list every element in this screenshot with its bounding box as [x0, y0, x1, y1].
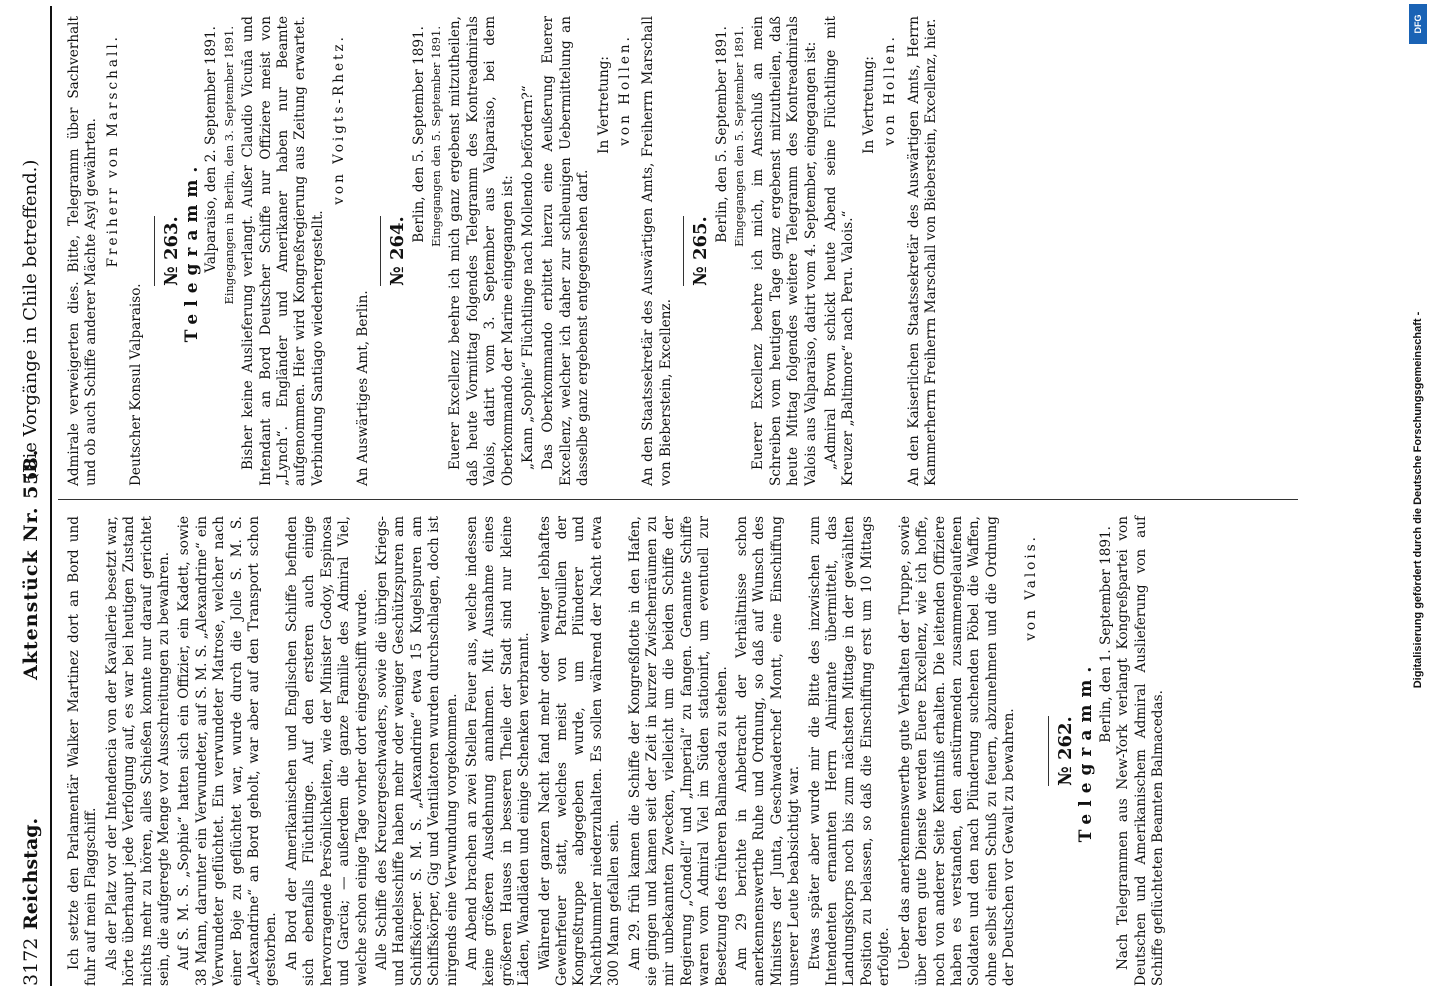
funding-notice: Digitalisierung gefördert durch die Deutsche Forschungsgemeinschaft -: [1412, 311, 1424, 689]
addressee: An den Staatssekretär des Auswärtigen Amts, Freiherrn Marschall von Bieberstein, Excellenz.: [640, 16, 674, 486]
quoted-telegram: „Kann „Sophie“ Flüchtlinge nach Mollendo befördern?“: [519, 85, 536, 470]
page-header: [0, 0, 62, 1000]
paragraph: Euerer Excellenz beehre ich mich, im Anschluß an mein Schreiben vom heutigen Tage ganz ergebenst mitzutheilen, daß heute Mittag folgendes weitere Telegramm des Kontreadmirals Valois aus Valparaiso, datirt vom 4. September, eingegangen ist:: [750, 16, 819, 486]
quoted-telegram: „Admiral Brown schickt heute Abend seine Flüchtlinge mit Kreuzer „Baltimore“ nach Peru. Valois.“: [823, 16, 857, 486]
separator: [380, 216, 381, 286]
for-label: In Vertretung:: [595, 56, 612, 154]
left-column: [66, 516, 1170, 986]
place-date-263: Valparaiso, den 2. September 1891.: [203, 26, 220, 273]
paragraph: Admirale verweigerten dies. Bitte, Telegramm über Sachverhalt und ob auch Schiffe anderer Mächte Asyl gewährten.: [66, 16, 100, 486]
paragraph: Als der Platz vor der Intendencia von der Kavallerie besetzt war, hörte überhaupt jede Verfolgung auf, es war bei heutigen Zustand nichts mehr zu hören, alles Schießen konnte nur darauf gerichtet sein, die aufgeregte Menge vor Ausschreitungen zu bewahren.: [103, 516, 173, 986]
addressee: An den Kaiserlichen Staatssekretär des Auswärtigen Amts, Herrn Kammerherrn Freiherrn Marschall von Bieberstein, Excellenz, hier.: [905, 16, 940, 486]
received-264: Eingegangen den 5. September 1891.: [428, 26, 443, 247]
place-date-264: Berlin, den 5. September 1891.: [410, 26, 427, 243]
right-column: [66, 16, 943, 486]
signature-marschall: Freiherr von Marschall.: [104, 34, 121, 268]
session-title: Reichstag.: [20, 817, 42, 930]
place-date-265: Berlin, den 5. September 1891.: [713, 26, 730, 243]
paragraph: Das Oberkommando erbittet hierzu eine Aeußerung Euerer Excellenz, welcher ich daher zur schleunigen Uebermittelung an dasselbe ganz ergebenst entgegensehen darf.: [540, 16, 592, 486]
separator: [683, 216, 684, 286]
addressee: An Auswärtiges Amt, Berlin.: [354, 290, 371, 486]
dfg-logo-text: DFG: [1413, 14, 1423, 34]
paragraph: Am 29. früh kamen die Schiffe der Kongreßflotte in den Hafen, sie gingen und kamen seit der Zeit in kurzer Zwischenräumen zu mir unbekannten Zwecken, vielleicht um die beiden Schiffe der Regierung „Condell“ und „Imperial“ zu fangen. Genannte Schiffe waren vom Admiral Viel im Süden stationirt, um eventuell zur Besetzung des früheren Balmaceda zu stehen.: [626, 516, 730, 986]
page-number: 3172: [20, 937, 42, 986]
paragraph: Während der ganzen Nacht fand mehr oder weniger lebhaftes Gewehrfeuer statt, welches meist von Patrouillen der Kongreßtruppe abgegeben wurde, um Plünderer und Nachtbummler niederzuhalten. Es sollen während der Nacht etwa 300 Mann gefallen sein.: [536, 516, 623, 986]
doc-number-262: № 262.: [1054, 716, 1076, 786]
telegram-heading-263: Telegramm.: [182, 159, 203, 343]
paragraph: Nach Telegrammen aus New-York verlangt Kongreßpartei von Deutschen und Amerikanischem Admiral Auslieferung von auf Schiffe geflüchteten Beamten Balmacedas.: [1115, 516, 1166, 986]
doc-number-264: № 264.: [387, 216, 409, 286]
header-rule: [50, 6, 52, 986]
signature-hollen: von Hollen.: [882, 34, 899, 146]
digitization-sidebar: [1404, 0, 1432, 1000]
aktenstueck-number: Aktenstück Nr. 558.: [20, 448, 42, 680]
column-divider: [58, 499, 1298, 500]
signature-hollen: von Hollen.: [616, 34, 633, 146]
for-label: In Vertretung:: [860, 56, 877, 154]
paragraph: Am 29 berichte in Anbetracht der Verhältnisse schon anerkennenswerthe Ruhe und Ordnung, so daß auf Wunsch des Ministers der Junta, Geschwaderchef Montt, eine Einschiffung unserer Leute beabsichtigt war.: [734, 516, 803, 986]
paragraph: Auf S. M. S. „Sophie“ hatten sich ein Offizier, ein Kadett, sowie 38 Mann, darunter ein Verwundeter, auf S. M. S. „Alexandrine“ ein Verwundeter geflüchtet. Ein verwundeter Matrose, welcher nach einer Boje zu geflüchtet war, wurde durch die Jolle S. M. S. „Alexandrine“ an Bord geholt, war aber auf den Transport schon gestorben.: [176, 516, 280, 986]
paragraph: An Bord der Amerikanischen und Englischen Schiffe befinden sich ebenfalls Flüchtlinge. Auf den ersteren auch einige hervorragende Persönlichkeiten, wie der Minister Godoy, Espinosa und Garcia; — außerdem die ganze Familie des Admiral Viel, welche schon einige Tage vorher dort eingeschifft wurde.: [283, 516, 370, 986]
signature-valois: von Valois.: [1022, 534, 1039, 641]
paragraph: Euerer Excellenz beehre ich mich ganz ergebenst mitzutheilen, daß heute Vormittag folgendes Telegramm des Kontreadmirals Valois, datirt vom 3. September aus Valparaiso, bei dem Oberkommando der Marine eingegangen ist:: [447, 16, 516, 486]
received-265: Eingegangen den 5. September 1891.: [732, 26, 746, 247]
signature-voigts-rhetz: von Voigts-Rhetz.: [331, 34, 348, 205]
paragraph: Alle Schiffe des Kreuzergeschwaders, sowie die übrigen Kriegs- und Handelsschiffe haben mehr oder weniger Geschützspuren am Schiffskörper. S. M. S. „Alexandrine“ etwa 15 Kugelspuren am Schiffskörper, Gig und Ventilatoren wurden durchschlagen, doch ist nirgends eine Verwundung vorgekommen.: [373, 516, 460, 986]
topic-line: (Die Vorgänge in Chile betreffend.): [20, 159, 41, 480]
addressee: Deutscher Konsul Valparaiso.: [128, 283, 145, 486]
doc-number-265: № 265.: [690, 216, 712, 286]
received-263: Eingegangen in Berlin, den 3. September 1891.: [221, 26, 236, 305]
paragraph: Am Abend brachen an zwei Stellen Feuer aus, welche indessen keine größeren Ausdehnung annahmen. Mit Ausnahme eines größeren Hauses in besseren Theile der Stadt sind nur kleine Läden, Wandläden und einige Schenken verbrannt.: [463, 516, 533, 986]
dfg-logo: [1409, 4, 1427, 44]
paragraph: Bisher keine Auslieferung verlangt. Außer Claudio Vicuña und Intendant an Bord Deutscher Schiffe nur Offiziere meist von „Lynch“. Engländer und Amerikaner haben nur Beamte aufgenommen. Hier wird Kongreßregierung aus Zeitung erwartet. Verbindung Santiago wiederhergestellt.: [240, 16, 326, 486]
doc-number-263: № 263.: [160, 216, 182, 286]
paragraph: Etwas später aber wurde mir die Bitte des inzwischen zum Intendenten ernannten Herrn Almirante übermittelt, das Landungskorps noch bis zum nächsten Mittage in der gewählten Position zu belassen, so daß die Einschiffung erst um 10 Mittags erfolgte.: [806, 516, 893, 986]
separator: [1048, 716, 1049, 786]
paragraph: Ich setzte den Parlamentär Walker Martinez dort an Bord und fuhr auf mein Flaggschiff.: [66, 516, 100, 986]
telegram-heading-262: Telegramm.: [1076, 659, 1097, 843]
paragraph: Ueber das anerkennenswerthe gute Verhalten der Truppe, sowie über deren gute Dienste werden Euere Excellenz, wie ich hoffe, noch von anderer Seite Kenntniß erhalten. Die leitenden Offiziere haben es verstanden, den anstürmenden zusammengelaufenen Soldaten und den nach Plünderung suchenden Pöbel die Waffen, ohne selbst einen Schuß zu feuern, abzunehmen und die Ordnung der Deutschen vor Gewalt zu bewahren.: [896, 516, 1018, 986]
separator: [154, 216, 155, 286]
place-date-262: Berlin, den 1. September 1891.: [1097, 526, 1114, 743]
